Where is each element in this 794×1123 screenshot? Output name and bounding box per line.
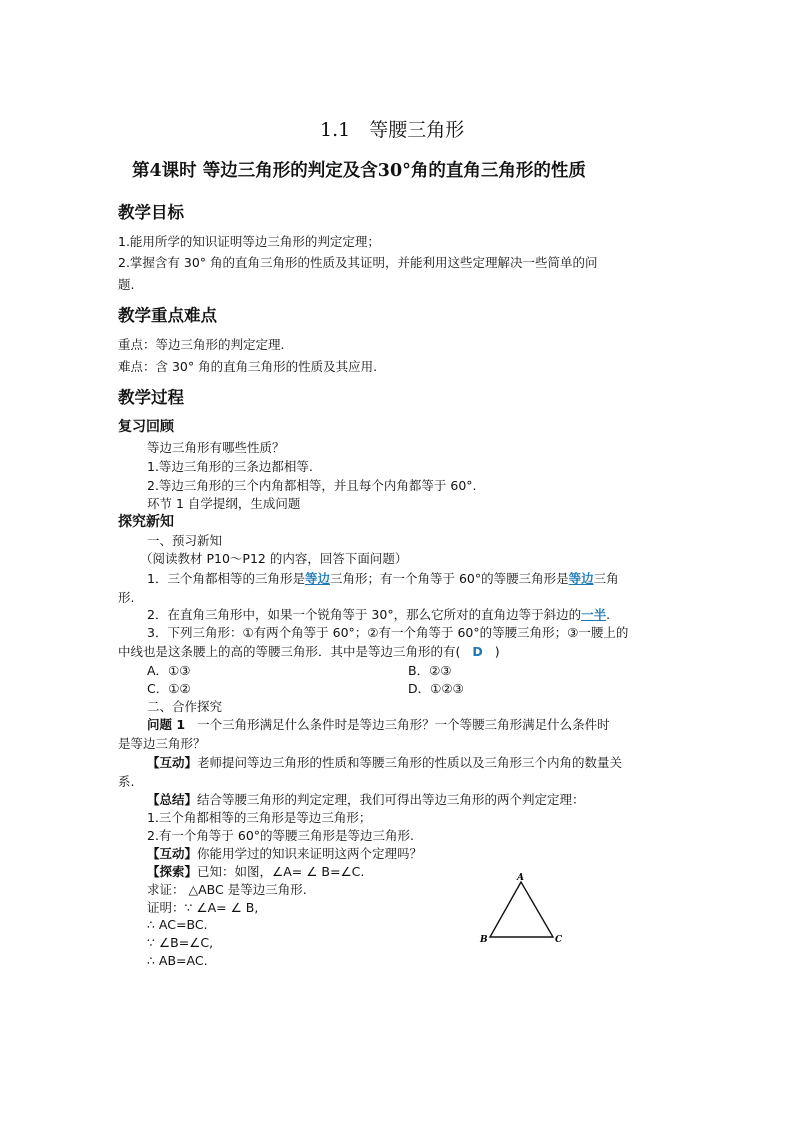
goals-heading: 教学目标: [118, 203, 184, 222]
problem-label: 问题 1: [147, 717, 186, 732]
problem-text: 一个三角形满足什么条件时是等边三角形？一个等腰三角形满足什么条件时: [197, 717, 610, 732]
question-3: 3．下列三角形：①有两个角等于 60°；②有一个角等于 60°的等腰三角形；③一腰上的: [147, 625, 629, 640]
preview-note: （阅读教材 P10～P12 的内容，回答下面问题）: [140, 551, 408, 566]
interact-label: 【互动】: [147, 755, 198, 770]
question-text: 中线也是这条腰上的高的等腰三角形．其中是等边三角形的有(: [118, 644, 461, 659]
question-2: [147, 605, 610, 623]
summary-text: 结合等腰三角形的判定定理，我们可得出等边三角形的两个判定定理：: [197, 792, 585, 807]
review-heading: 复习回顾: [118, 419, 174, 435]
problem-1-cont: 是等边三角形？: [118, 736, 206, 751]
question-1-cont: 形.: [118, 590, 135, 605]
review-line: 等边三角形有哪些性质？: [147, 440, 285, 455]
explore-heading: 探究新知: [118, 514, 174, 530]
interact-text: 老师提问等边三角形的性质和等腰三角形的性质以及三角形三个内角的数量关: [197, 755, 623, 770]
question-1: [147, 569, 619, 587]
preview-title: 一、预习新知: [147, 533, 223, 548]
proof-line: 求证： △ABC 是等边三角形.: [147, 882, 307, 897]
question-3-cont: [118, 642, 500, 660]
explore-given: [147, 862, 364, 880]
question-text: 1．三个角都相等的三角形是: [147, 571, 305, 586]
option-a: A．①③: [147, 663, 191, 678]
vertex-label-c: C: [555, 935, 563, 945]
coop-title: 二、合作探究: [147, 699, 223, 714]
option-d: D．①②③: [408, 681, 464, 696]
interact-text: 你能用学过的知识来证明这两个定理吗？: [197, 846, 423, 861]
answer-blank: 等边: [304, 571, 330, 586]
option-b: B．②③: [408, 663, 452, 678]
interact-2: [147, 844, 422, 862]
problem-1: [147, 715, 610, 733]
keypoint-line: 重点：等边三角形的判定定理.: [118, 337, 285, 352]
goal-line: 题.: [118, 277, 135, 292]
answer-blank: 等边: [568, 571, 594, 586]
interact-1: [147, 753, 622, 771]
option-c: C．①②: [147, 681, 191, 696]
explore-text: 已知：如图，∠A= ∠ B=∠C.: [197, 864, 365, 879]
interact-1-cont: 系.: [118, 774, 135, 789]
question-text: ): [494, 644, 500, 659]
theorem-2: 2.有一个角等于 60°的等腰三角形是等边三角形.: [147, 828, 415, 843]
proof-line: ∵ ∠B=∠C,: [147, 935, 214, 950]
page-title: 1.1 等腰三角形: [320, 119, 465, 141]
goal-line: 1.能用所学的知识证明等边三角形的判定定理；: [118, 234, 380, 249]
triangle-figure: [470, 868, 580, 953]
summary-label: 【总结】: [147, 792, 198, 807]
lesson-subtitle: 第4课时 等边三角形的判定及含30°角的直角三角形的性质: [132, 161, 586, 181]
question-text: 2．在直角三角形中，如果一个锐角等于 30°，那么它所对的直角边等于斜边的: [147, 607, 582, 622]
keypoint-line: 难点：含 30° 角的直角三角形的性质及其应用.: [118, 359, 378, 374]
answer-blank: 一半: [581, 607, 607, 622]
process-heading: 教学过程: [118, 388, 184, 407]
question-text: 三角: [593, 571, 619, 586]
review-line: 环节 1 自学提纲，生成问题: [147, 496, 301, 511]
vertex-label-b: B: [480, 935, 488, 945]
triangle-abc: [490, 882, 553, 937]
proof-line: ∴ AC=BC.: [147, 917, 208, 932]
explore-label: 【探索】: [147, 864, 198, 879]
review-line: 2.等边三角形的三个内角都相等，并且每个内角都等于 60°.: [147, 478, 477, 493]
question-text: .: [606, 607, 611, 622]
keypoints-heading: 教学重点难点: [118, 306, 217, 325]
interact-label: 【互动】: [147, 846, 198, 861]
question-text: 三角形；有一个角等于 60°的等腰三角形是: [329, 571, 569, 586]
proof-line: ∴ AB=AC.: [147, 953, 208, 968]
summary: [147, 790, 585, 808]
goal-line: 2.掌握含有 30° 角的直角三角形的性质及其证明，并能利用这些定理解决一些简单的问: [118, 255, 598, 270]
answer-choice: D: [472, 644, 483, 659]
review-line: 1.等边三角形的三条边都相等.: [147, 459, 313, 474]
proof-line: 证明：∵ ∠A= ∠ B,: [147, 900, 259, 915]
vertex-label-a: A: [517, 873, 524, 883]
theorem-1: 1.三个角都相等的三角形是等边三角形；: [147, 810, 372, 825]
